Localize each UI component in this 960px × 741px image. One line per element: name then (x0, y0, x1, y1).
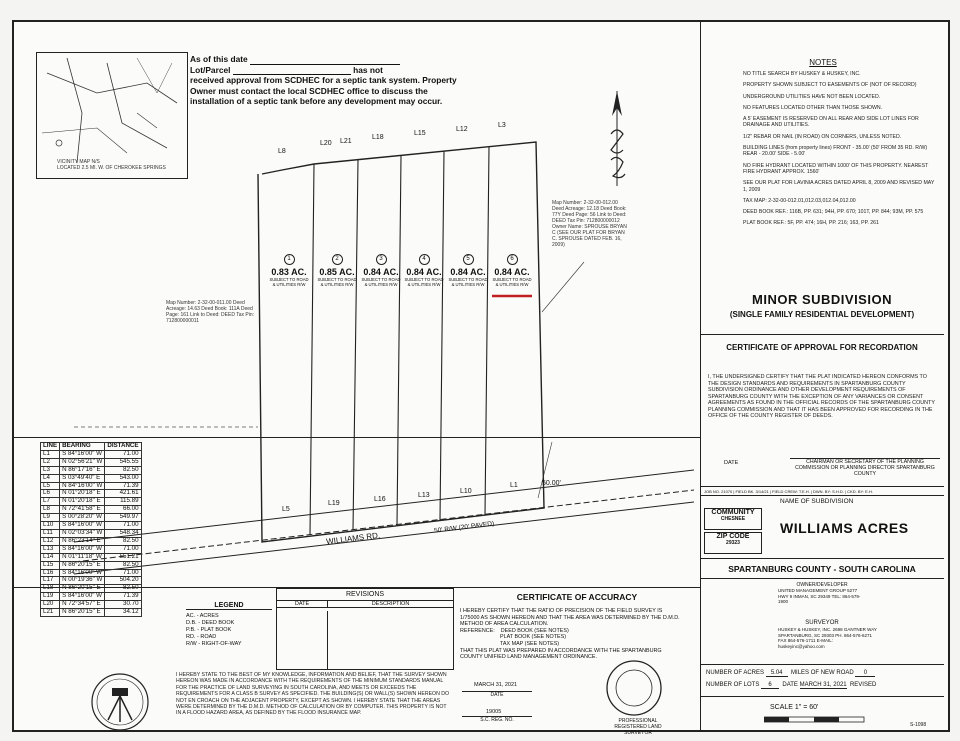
approval-title: CERTIFICATE OF APPROVAL FOR RECORDATION (726, 343, 918, 352)
bearing: N 01°20'18" E (60, 490, 105, 498)
revisions-description-header: DESCRIPTION (371, 601, 410, 607)
notes-panel (700, 52, 945, 322)
bearing-header: BEARING (60, 443, 105, 451)
bearing: S 03°49'40" E (60, 474, 105, 482)
distance: 71.39 (105, 593, 141, 601)
owner-info: UNITED MANAGEMENT GROUP 5277 HWY 9 INMAN, SC 29349 TEL: 864-579-1900 (778, 588, 861, 604)
accuracy-line-3: METHOD OF AREA CALCULATION. (460, 621, 549, 628)
road-name: WILLIAMS RD. (325, 530, 381, 547)
vicinity-subtitle: LOCATED 2.5 MI. W. OF CHEROKEE SPRINGS (57, 165, 166, 171)
lot-number-icon: 3 (376, 254, 387, 265)
revised-label: REVISED (849, 682, 877, 688)
table-row (41, 609, 142, 617)
bearing: S 84°16'00" W (60, 569, 105, 577)
county-state: SPARTANBURG COUNTY - SOUTH CAROLINA (728, 564, 916, 574)
community-box (704, 508, 762, 530)
bearing: N 86°20'15" E (60, 561, 105, 569)
vicinity-title: VICINITY MAP N/S (57, 159, 100, 165)
zip-value: 29323 (726, 540, 740, 546)
line-id: L6 (41, 490, 60, 498)
lot-area: 0.84 AC. (363, 267, 399, 277)
surveyor-label: PROFESSIONAL REGISTERED LAND SURVEYOR (614, 718, 662, 736)
lot-number-icon: 6 (507, 254, 518, 265)
legend-title: LEGEND (186, 602, 272, 610)
bearing: S 84°16'00" W (60, 522, 105, 530)
approval-date-label: DATE (724, 460, 739, 466)
line-id: L14 (41, 553, 60, 561)
sheet-number: S-1098 (910, 722, 927, 728)
lot-label (316, 254, 358, 287)
title-block (700, 496, 944, 732)
notice-line-2b: has not (353, 64, 383, 75)
distance: 71.00 (105, 569, 141, 577)
line-id: L11 (41, 529, 60, 537)
lot-area: 0.85 AC. (319, 267, 355, 277)
accuracy-line-2: 1/75000 AS SHOWN HEREON AND THAT THE AREA WAS DETERMINED BY THE D.M.D. (460, 614, 680, 621)
surveyor-seal-icon (604, 658, 664, 718)
lot-label (268, 254, 310, 287)
lot-note: SUBJECT TO ROAD & UTILITIES R/W (492, 277, 532, 287)
line-id: L3 (41, 466, 60, 474)
approval-signature-area (700, 454, 944, 484)
label-top-4: L18 (372, 134, 384, 141)
note-item: NO FIRE HYDRANT LOCATED WITHIN 1000' OF THIS PROPERTY. NEAREST FIRE HYDRANT APPROX. 1560' (743, 162, 929, 175)
legend-item: D.B. - DEED BOOK (186, 620, 235, 626)
lot-note: SUBJECT TO ROAD & UTILITIES R/W (361, 277, 401, 287)
line-id: L2 (41, 458, 60, 466)
bearing: S 84°16'00" W (60, 593, 105, 601)
note-item: UNDERGROUND UTILITIES HAVE NOT BEEN LOCATED. (743, 93, 881, 100)
community-label: COMMUNITY (711, 509, 755, 516)
surveyor-statement: I HEREBY STATE TO THE BEST OF MY KNOWLEDGE, INFORMATION AND BELIEF, THAT THE SURVEY SHOWN HEREON WAS MADE IN ACCORDANCE WITH THE REQUIREMENTS OF THE MINIMUM STANDARDS MANUAL FOR THE PRACTICE OF LAND SURVEYING IN SOUTH CAROLINA, AND MEETS OR EXCEEDS THE REQUIREMENTS FOR A CLASS B SURVEY AS SPECIFIED. THE BUILDING(S) OR WALL(S) SHOWN HEREON DO NOT EN CROACH ON THE ADJACENT PROPERTY, EXCEPT AS SHOWN. I HEREBY STATE THAT THE AREAS WERE DETERMINED BY THE D.M.D. METHOD OF CALCULATION OR BY COMPUTER. THIS PROPERTY IS NOT IN A FLOOD HAZARD AREA, AS DEFINED BY THE FLOOD INSURANCE MAP. (176, 672, 450, 717)
lot-number-icon: 1 (284, 254, 295, 265)
lot-number-icon: 4 (419, 254, 430, 265)
note-item: TAX MAP: 2-32-00-012.01,012.03,012.04,012.00 (743, 197, 856, 204)
note-item: SEE OUR PLAT FOR LAVINIA ACRES DATED APRIL 8, 2009 AND REVISED MAY 1, 2009 (743, 180, 935, 193)
table-row (41, 466, 142, 474)
lot-note: SUBJECT TO ROAD & UTILITIES R/W (448, 277, 488, 287)
distance: 551.21 (105, 553, 141, 561)
lot-note: SUBJECT TO ROAD & UTILITIES R/W (269, 277, 309, 287)
miles-label: MILES OF NEW ROAD (791, 670, 854, 676)
line-id: L15 (41, 561, 60, 569)
note-item: DEED BOOK REF.: 116B, PP. 631; 94H, PP. 670; 101T, PP. 844; 93M, PP. 575 (743, 209, 924, 216)
table-row (41, 553, 142, 561)
distance: 421.61 (105, 490, 141, 498)
lot-label (491, 254, 533, 287)
lot-number-icon: 5 (463, 254, 474, 265)
line-id: L16 (41, 569, 60, 577)
date-label: DATE (782, 682, 798, 688)
line-id: L12 (41, 537, 60, 545)
legend-item: R/W - RIGHT-OF-WAY (186, 641, 242, 647)
zip-label: ZIP CODE (716, 533, 750, 540)
distance: 34.12 (105, 609, 141, 617)
bearing: S 84°16'00" W (60, 545, 105, 553)
job-info-band (700, 486, 944, 496)
lot-note: SUBJECT TO ROAD & UTILITIES R/W (404, 277, 444, 287)
lot-number-icon: 2 (332, 254, 343, 265)
table-row (41, 545, 142, 553)
bearing: N 01°11'18" W (60, 553, 105, 561)
lot-area: 0.84 AC. (450, 267, 486, 277)
owner-label: OWNER/DEVELOPER (796, 582, 848, 588)
notice-line-2a: Lot/Parcel (190, 64, 231, 75)
label-bottom-6: L1 (510, 482, 518, 489)
line-table (40, 442, 142, 617)
legend (186, 602, 272, 672)
bearing: N 86°20'15" E (60, 609, 105, 617)
notice-line-3: received approval from SCDHEC for a septic tank system. Property (190, 75, 457, 85)
scale-text: SCALE 1" = 60' (770, 704, 819, 711)
label-top-6: L12 (456, 126, 468, 133)
distance: 549.97 (105, 514, 141, 522)
accuracy-line-4: THAT THIS PLAT WAS PREPARED IN ACCORDANCE WITH THE SPARTANBURG (460, 647, 662, 654)
line-id: L17 (41, 577, 60, 585)
accuracy-reg-label: S.C. REG. NO. (462, 716, 532, 723)
revisions-table (276, 588, 454, 670)
notice-line-4: Owner must contact the local SCDHEC office to discuss the (190, 85, 428, 96)
community-value: CHESNEE (720, 516, 746, 522)
distance: 66.00 (105, 506, 141, 514)
line-header: LINE (41, 443, 60, 451)
right-parcel-info: Map Number: 2-32-00-012.00 Deed Acreage: 12.18 Deed Book: 77Y Deed Page: 56 Link to Deed: DEED Tax Pin: 712800000012 Owner Name: SPROUSE BRYAN C (SEE OUR PLAT FOR BRYAN C. SPROUSE DATED FEB. 16, 2009) (552, 200, 627, 248)
surveyor-block-label: SURVEYOR (805, 620, 839, 626)
accuracy-ref-2: PLAT BOOK (SEE NOTES) (500, 634, 567, 641)
label-bottom-4: L13 (418, 492, 430, 499)
label-top-7: L3 (498, 122, 506, 129)
label-top-5: L15 (414, 130, 426, 137)
line-id: L8 (41, 506, 60, 514)
distance: 71.00 (105, 450, 141, 458)
distance: 30.70 (105, 601, 141, 609)
distance: 548.34 (105, 529, 141, 537)
lots-label: NUMBER OF LOTS (706, 682, 760, 688)
bearing: N 01°20'18" E (60, 498, 105, 506)
minor-subdivision-title (700, 292, 944, 319)
accuracy-reg-no: 19005 (486, 709, 502, 715)
line-id: L7 (41, 498, 60, 506)
lots-row (706, 682, 876, 689)
survey-plat-sheet (12, 20, 950, 736)
approval-body: I, THE UNDERSIGNED CERTIFY THAT THE PLAT INDICATED HEREON CONFORMS TO THE DESIGN STANDARDS AND REQUIREMENTS IN SPARTANBURG COUNTY SUBDIVISION ORDINANCE AND OTHER DEVELOPMENT REQUIREMENTS OF SPARTANBURG COUNTY WITH THE EXCEPTION OF ANY VARIANCES OR CONSENT AGREEMENTS AS FOUND IN THE OFFICIAL RECORDS OF THE SPARTANBURG COUNTY PLANNING COMMISSION AND THAT IT HAS BEEN APPROVED FOR RECORDING IN THE OFFICE OF THE COUNTY REGISTER OF DEEDS. (708, 374, 935, 419)
minor-title: MINOR SUBDIVISION (752, 292, 892, 307)
distance: 71.00 (105, 522, 141, 530)
note-item: A 5' EASEMENT IS RESERVED ON ALL REAR AND SIDE LOT LINES FOR DRAINAGE AND UTILITIES. (743, 116, 919, 129)
distance: 82.50 (105, 561, 141, 569)
miles-value: 0 (855, 670, 875, 677)
revisions-date-header: DATE (277, 601, 328, 607)
legend-item: AC. - ACRES (186, 613, 219, 619)
accuracy-title: CERTIFICATE OF ACCURACY (516, 592, 638, 602)
note-item: NO TITLE SEARCH BY HUSKEY & HUSKEY, INC. (743, 71, 861, 77)
bearing: N 86°23'14" E (60, 537, 105, 545)
distance: 82.50 (105, 585, 141, 593)
lot-label (403, 254, 445, 287)
acres-label: NUMBER OF ACRES (706, 670, 765, 676)
zip-box (704, 532, 762, 554)
line-id: L1 (41, 450, 60, 458)
distance: 82.50 (105, 537, 141, 545)
distance: 543.00 (105, 474, 141, 482)
date-value: MARCH 31, 2021 (799, 682, 847, 688)
revisions-title: REVISIONS (277, 589, 453, 601)
label-top-2: L20 (320, 140, 332, 147)
note-item: NO FEATURES LOCATED OTHER THAN THOSE SHOWN. (743, 104, 883, 111)
legend-item: RD. - ROAD (186, 634, 217, 640)
lot-area: 0.84 AC. (406, 267, 442, 277)
bearing: N 86°17'16" E (60, 466, 105, 474)
distance: 504.20 (105, 577, 141, 585)
label-distance: 50.00' (542, 480, 561, 487)
surveyor-info: HUSKEY & HUSKEY, INC. 2698 GANTNER WAY SPARTANBURG, SC 29303 PH. 864-576-6271 FAX 864-576-1711 E-MAIL: huskeyinc@yahoo.com (778, 627, 877, 649)
subdivision-name: WILLIAMS ACRES (780, 520, 909, 536)
accuracy-ref-1: DEED BOOK (SEE NOTES) (500, 627, 569, 634)
note-item: PLAT BOOK REF.: 5F, PP. 474; 16H, PP. 216; 163, PP. 261 (743, 220, 879, 227)
notice-line-5: installation of a septic tank before any development may occur. (190, 96, 443, 106)
note-item: BUILDING LINES (from property lines) FRONT - 35.00' (50' FROM 35 RD. R/W) REAR - 20.00' SIDE - 5.00' (743, 145, 928, 158)
lots-value: 6 (761, 682, 779, 689)
bearing: N 02°03'34" W (60, 529, 105, 537)
label-bottom-2: L19 (328, 500, 340, 507)
bearing: N 72°41'58" E (60, 506, 105, 514)
note-item: 1/2" REBAR OR NAIL (IN ROAD) ON CORNERS, UNLESS NOTED. (743, 133, 902, 140)
lot-area: 0.84 AC. (494, 267, 530, 277)
left-parcel-info: Map Number: 2-32-00-011.00 Deed Acreage: 14.63 Deed Book: 111A Deed Page: 161 Link to Deed: DEED Tax Pin: 712800000011 (166, 300, 255, 324)
line-id: L19 (41, 593, 60, 601)
approval-chairman: CHAIRMAN OR SECRETARY OF THE PLANNING COMMISSION OR PLANNING DIRECTOR SPARTANBURG COUNTY (790, 458, 940, 478)
table-row (41, 474, 142, 482)
line-id: L13 (41, 545, 60, 553)
surveyor-tripod-logo (90, 672, 150, 732)
lot-note: SUBJECT TO ROAD & UTILITIES R/W (317, 277, 357, 287)
line-id: L4 (41, 474, 60, 482)
distance-header: DISTANCE (105, 443, 141, 451)
label-bottom-1: L5 (282, 506, 290, 513)
accuracy-reference-label: REFERENCE: (460, 627, 495, 634)
acres-value: 5.04 (766, 670, 788, 677)
line-id: L10 (41, 522, 60, 530)
bearing: N 02°56'21" W (60, 458, 105, 466)
scale-bar (764, 716, 874, 724)
bearing: N 84°16'00" W (60, 482, 105, 490)
legend-item: P.B. - PLAT BOOK (186, 627, 232, 633)
road-row: 50' R/W (20' PAVED) (433, 520, 495, 535)
line-id: L5 (41, 482, 60, 490)
line-id: L20 (41, 601, 60, 609)
distance: 115.89 (105, 498, 141, 506)
bearing: N 86°20'15" E (60, 585, 105, 593)
minor-subtitle: (SINGLE FAMILY RESIDENTIAL DEVELOPMENT) (729, 310, 915, 319)
line-table-wrapper (40, 442, 142, 617)
acres-row (706, 670, 875, 677)
distance: 71.39 (105, 482, 141, 490)
distance: 82.50 (105, 466, 141, 474)
accuracy-line-5: COUNTY UNIFIED LAND MANAGEMENT ORDINANCE. (460, 654, 597, 661)
job-band-text: JOB NO. 21070 | FIELD BK. 3/14/21 | FIELD CREW: T.E.H. | DWN. BY: S.H.D. | CKD. BY: E.H. (704, 488, 873, 494)
accuracy-ref-3: TAX MAP (SEE NOTES) (500, 640, 560, 647)
accuracy-date-label: DATE (462, 691, 532, 698)
accuracy-date: MARCH 31, 2021 (474, 682, 518, 688)
lot-label (360, 254, 402, 287)
lot-label (447, 254, 489, 287)
label-top-1: L8 (278, 148, 286, 155)
line-id: L18 (41, 585, 60, 593)
bearing: N 00°19'36" W (60, 577, 105, 585)
notice-line-1: As of this date (190, 54, 248, 64)
table-row (41, 561, 142, 569)
label-bottom-3: L16 (374, 496, 386, 503)
distance: 71.00 (105, 545, 141, 553)
lot-area: 0.83 AC. (271, 267, 307, 277)
label-top-3: L21 (340, 138, 352, 145)
distance: 545.55 (105, 458, 141, 466)
line-id: L21 (41, 609, 60, 617)
notes-title: NOTES (809, 58, 837, 67)
note-item: PROPERTY SHOWN SUBJECT TO EASEMENTS OF (NOT OF RECORD) (743, 82, 917, 89)
subdivision-name-label: NAME OF SUBDIVISION (780, 498, 854, 505)
accuracy-line-1: I HEREBY CERTIFY THAT THE RATIO OF PRECISION OF THE FIELD SURVEY IS (460, 608, 663, 614)
bearing: S 00°28'20" W (60, 514, 105, 522)
label-bottom-5: L10 (460, 488, 472, 495)
certificate-of-accuracy (456, 588, 698, 736)
bearing: N 72°34'57" E (60, 601, 105, 609)
bearing: S 84°16'00" W (60, 450, 105, 458)
line-id: L9 (41, 514, 60, 522)
